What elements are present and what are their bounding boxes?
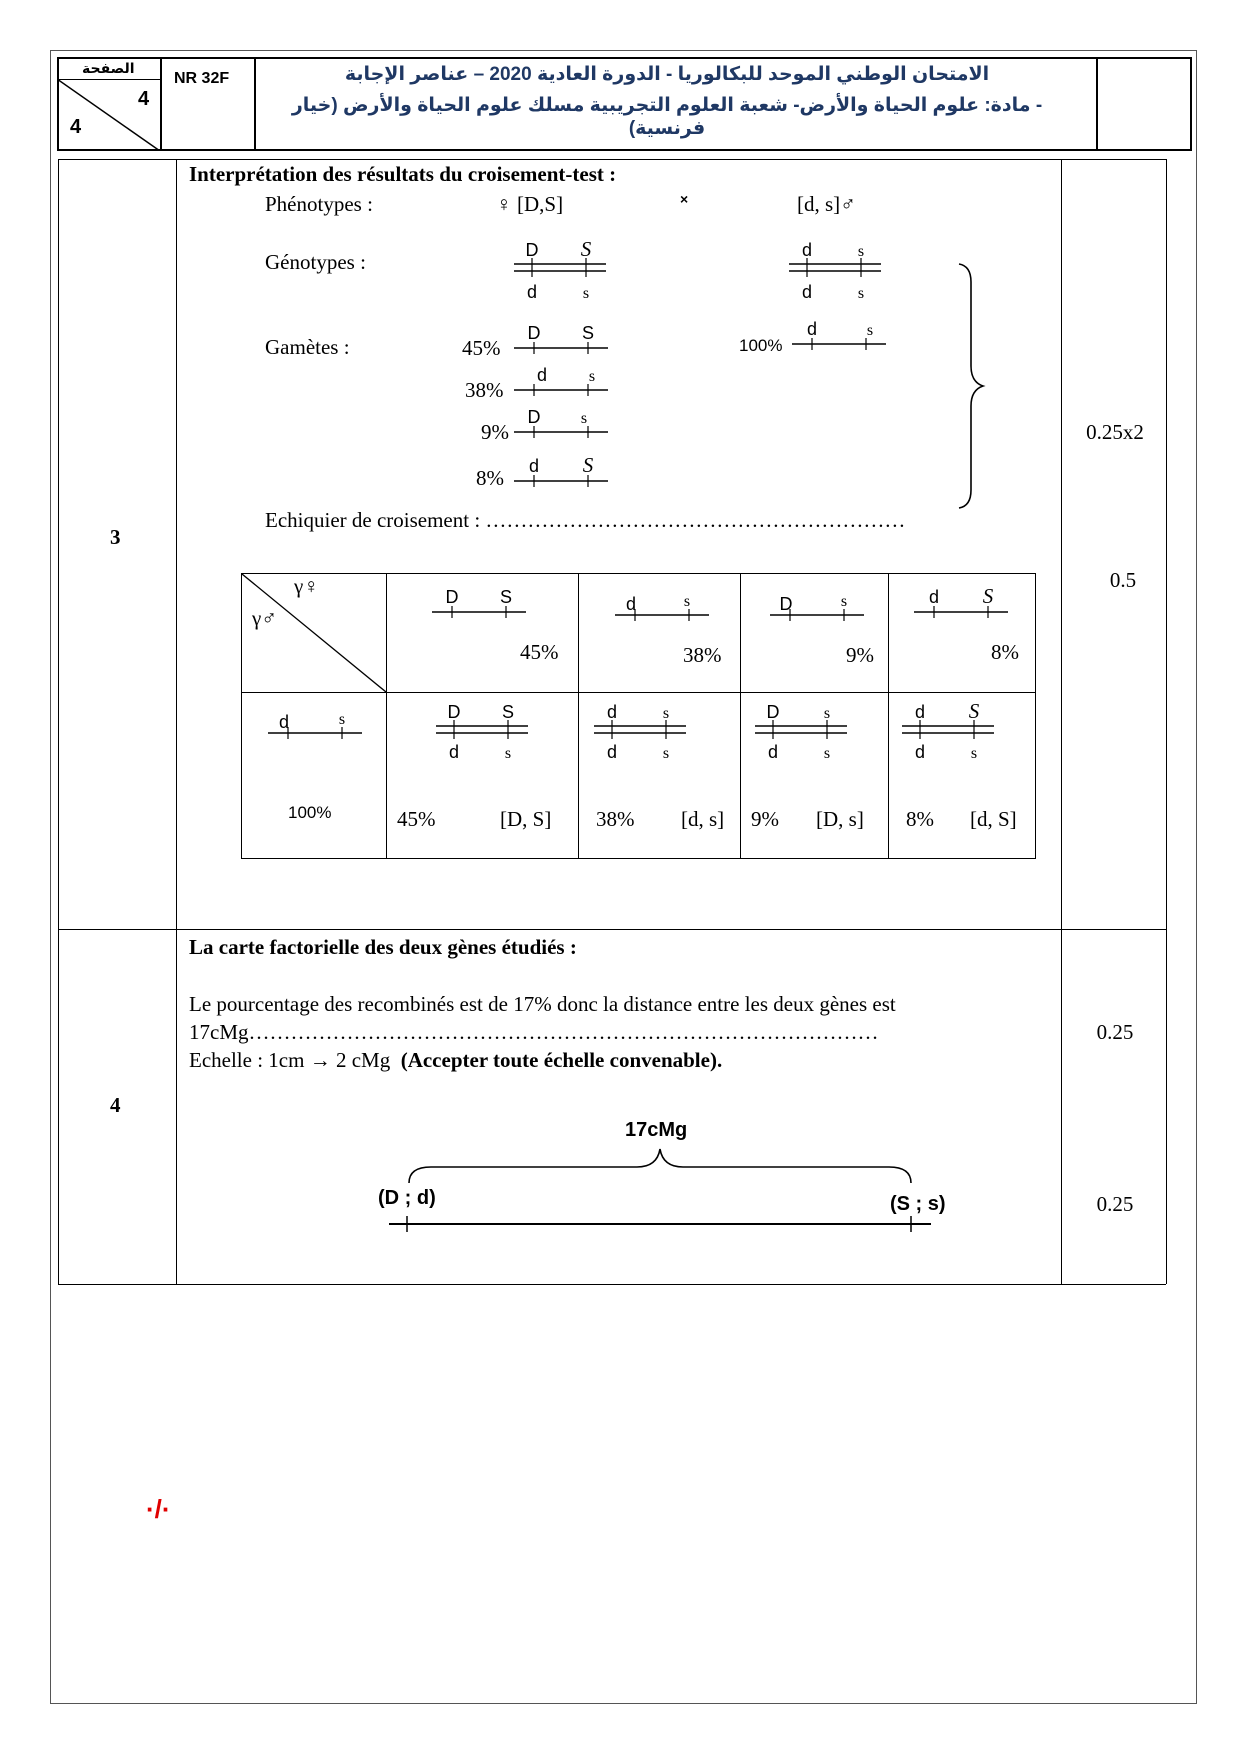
table-male-pct: 100% bbox=[288, 803, 332, 822]
allele-label: d bbox=[801, 282, 813, 302]
page-current: 4 bbox=[138, 88, 150, 110]
allele-label: s bbox=[823, 745, 831, 762]
allele-label: d bbox=[914, 702, 926, 722]
map-left-locus: (D ; d) bbox=[378, 1187, 436, 1209]
allele-label: S bbox=[982, 585, 994, 608]
allele-label: S bbox=[501, 702, 515, 722]
corner-male-gamete: γ♂ bbox=[252, 606, 278, 630]
table-line bbox=[578, 573, 579, 859]
result-genotype-diagram bbox=[590, 700, 690, 768]
allele-label: D bbox=[766, 702, 780, 722]
q4-text-line1: Le pourcentage des recombinés est de 17% donc la distance entre les deux gènes est bbox=[189, 992, 896, 1016]
male-gamete-diagram bbox=[790, 318, 888, 362]
table-gamete-pct: 38% bbox=[683, 643, 722, 667]
result-genotype-diagram bbox=[751, 700, 851, 768]
allele-label: d bbox=[928, 587, 940, 607]
allele-label: s bbox=[840, 593, 848, 610]
allele-label: s bbox=[338, 711, 346, 728]
allele-label: d bbox=[278, 712, 290, 732]
page-total: 4 bbox=[70, 116, 82, 138]
grid-line bbox=[58, 159, 59, 1284]
result-genotype-diagram bbox=[432, 700, 532, 768]
allele-label: S bbox=[499, 587, 513, 607]
allele-label: d bbox=[767, 742, 779, 762]
score-q3-a: 0.25x2 bbox=[1086, 420, 1144, 444]
score-q3-b: 0.5 bbox=[1109, 568, 1137, 592]
allele-label: s bbox=[662, 745, 670, 762]
gametes-brace bbox=[955, 262, 989, 510]
table-gamete-pct: 8% bbox=[991, 640, 1019, 664]
result-pct: 9% bbox=[751, 807, 779, 831]
allele-label: D bbox=[447, 702, 461, 722]
gamete-pct: 8% bbox=[476, 466, 504, 490]
table-male-gamete-diagram bbox=[266, 706, 364, 746]
result-phenotype: [d, s] bbox=[681, 807, 725, 831]
allele-label: d bbox=[528, 456, 540, 476]
grid-line bbox=[1166, 159, 1167, 1284]
echelle-note: (Accepter toute échelle convenable). bbox=[400, 1048, 723, 1072]
map-brace bbox=[405, 1145, 915, 1187]
map-right-locus: (S ; s) bbox=[890, 1193, 946, 1215]
phenotypes-label: Phénotypes : bbox=[265, 192, 373, 216]
female-gamete-diagram bbox=[512, 402, 610, 446]
table-line bbox=[888, 573, 889, 859]
male-genotype-diagram bbox=[785, 238, 885, 306]
allele-label: d bbox=[606, 742, 618, 762]
question-number-4: 4 bbox=[110, 1093, 121, 1117]
allele-label: D bbox=[527, 323, 541, 343]
genotypes-label: Génotypes : bbox=[265, 250, 366, 274]
question-number-3: 3 bbox=[110, 525, 121, 549]
grid-line bbox=[1061, 159, 1062, 1284]
gamete-pct: 45% bbox=[462, 336, 501, 360]
grid-line bbox=[58, 929, 1166, 930]
female-genotype-diagram bbox=[510, 238, 610, 306]
result-pct: 45% bbox=[397, 807, 436, 831]
allele-label: d bbox=[914, 742, 926, 762]
header-title-line2: - مادة: علوم الحياة والأرض- شعبة العلوم التجريبية مسلك علوم الحياة والأرض (خيار فرنسية) bbox=[291, 95, 1043, 139]
table-line bbox=[241, 692, 1036, 693]
table-gamete-diagram bbox=[613, 588, 711, 628]
echiquier-label: Echiquier de croisement : …………………………………………………… bbox=[265, 508, 906, 532]
result-genotype-diagram bbox=[898, 700, 998, 768]
grid-line bbox=[176, 159, 177, 1284]
allele-label: s bbox=[580, 410, 588, 427]
result-phenotype: [D, s] bbox=[816, 807, 864, 831]
allele-label: D bbox=[525, 240, 539, 260]
corner-female-gamete: γ♀ bbox=[294, 574, 320, 598]
male-phenotype: [d, s]♂ bbox=[797, 192, 856, 216]
allele-label: s bbox=[823, 705, 831, 722]
allele-label: d bbox=[448, 742, 460, 762]
allele-label: d bbox=[806, 319, 818, 339]
allele-label: s bbox=[857, 243, 865, 260]
score-q4-a: 0.25 bbox=[1096, 1020, 1134, 1044]
table-line bbox=[740, 573, 741, 859]
male-gamete-pct: 100% bbox=[739, 336, 783, 355]
table-line bbox=[386, 573, 387, 859]
header-divider bbox=[254, 57, 256, 151]
page-label: الصفحة bbox=[82, 60, 135, 76]
female-phenotype: ♀ [D,S] bbox=[496, 192, 564, 216]
cross-sign: × bbox=[680, 191, 689, 207]
female-gamete-diagram bbox=[512, 360, 610, 404]
chromosome-map-line bbox=[385, 1210, 935, 1240]
table-gamete-pct: 45% bbox=[520, 640, 559, 664]
table-gamete-diagram bbox=[430, 585, 528, 625]
table-gamete-diagram bbox=[768, 588, 866, 628]
female-gamete-diagram bbox=[512, 318, 610, 362]
result-pct: 8% bbox=[906, 807, 934, 831]
allele-label: s bbox=[683, 593, 691, 610]
page-frame bbox=[50, 50, 1197, 1704]
echelle-text: Echelle : 1cm → 2 cMg bbox=[189, 1048, 401, 1072]
result-phenotype: [D, S] bbox=[500, 807, 552, 831]
allele-label: D bbox=[527, 407, 541, 427]
gametes-label: Gamètes : bbox=[265, 335, 350, 359]
gamete-pct: 9% bbox=[481, 420, 509, 444]
allele-label: D bbox=[445, 587, 459, 607]
allele-label: S bbox=[581, 323, 595, 343]
allele-label: d bbox=[536, 365, 548, 385]
allele-label: S bbox=[582, 453, 594, 477]
result-phenotype: [d, S] bbox=[970, 807, 1017, 831]
female-gamete-diagram bbox=[512, 448, 610, 492]
allele-label: d bbox=[625, 594, 637, 614]
table-gamete-pct: 9% bbox=[846, 643, 874, 667]
allele-label: S bbox=[968, 700, 980, 723]
exam-code: NR 32F bbox=[174, 70, 230, 87]
header-title-line1: الامتحان الوطني الموحد للبكالوريا - الدورة العادية 2020 – عناصر الإجابة bbox=[344, 64, 990, 85]
header-divider bbox=[1096, 57, 1098, 151]
allele-label: s bbox=[866, 322, 874, 339]
score-q4-b: 0.25 bbox=[1096, 1192, 1134, 1216]
allele-label: s bbox=[582, 285, 590, 302]
allele-label: S bbox=[580, 238, 592, 261]
result-pct: 38% bbox=[596, 807, 635, 831]
footer-mark: ·/· bbox=[146, 1494, 171, 1524]
allele-label: s bbox=[970, 745, 978, 762]
allele-label: d bbox=[801, 240, 813, 260]
q4-echelle bbox=[189, 1048, 722, 1073]
q3-heading: Interprétation des résultats du croisement-test : bbox=[189, 162, 617, 186]
allele-label: d bbox=[606, 702, 618, 722]
header-divider bbox=[160, 57, 162, 151]
allele-label: s bbox=[504, 745, 512, 762]
allele-label: D bbox=[779, 594, 793, 614]
table-gamete-diagram bbox=[912, 585, 1010, 625]
q4-text-line2: 17cMg……………………………………………………………………………… bbox=[189, 1020, 879, 1044]
allele-label: s bbox=[662, 705, 670, 722]
grid-line bbox=[58, 1284, 1166, 1285]
q4-heading: La carte factorielle des deux gènes étudiés : bbox=[189, 935, 577, 959]
allele-label: s bbox=[857, 285, 865, 302]
gamete-pct: 38% bbox=[465, 378, 504, 402]
allele-label: d bbox=[526, 282, 538, 302]
grid-line bbox=[58, 159, 1166, 160]
map-distance-label: 17cMg bbox=[625, 1119, 688, 1141]
allele-label: s bbox=[588, 368, 596, 385]
